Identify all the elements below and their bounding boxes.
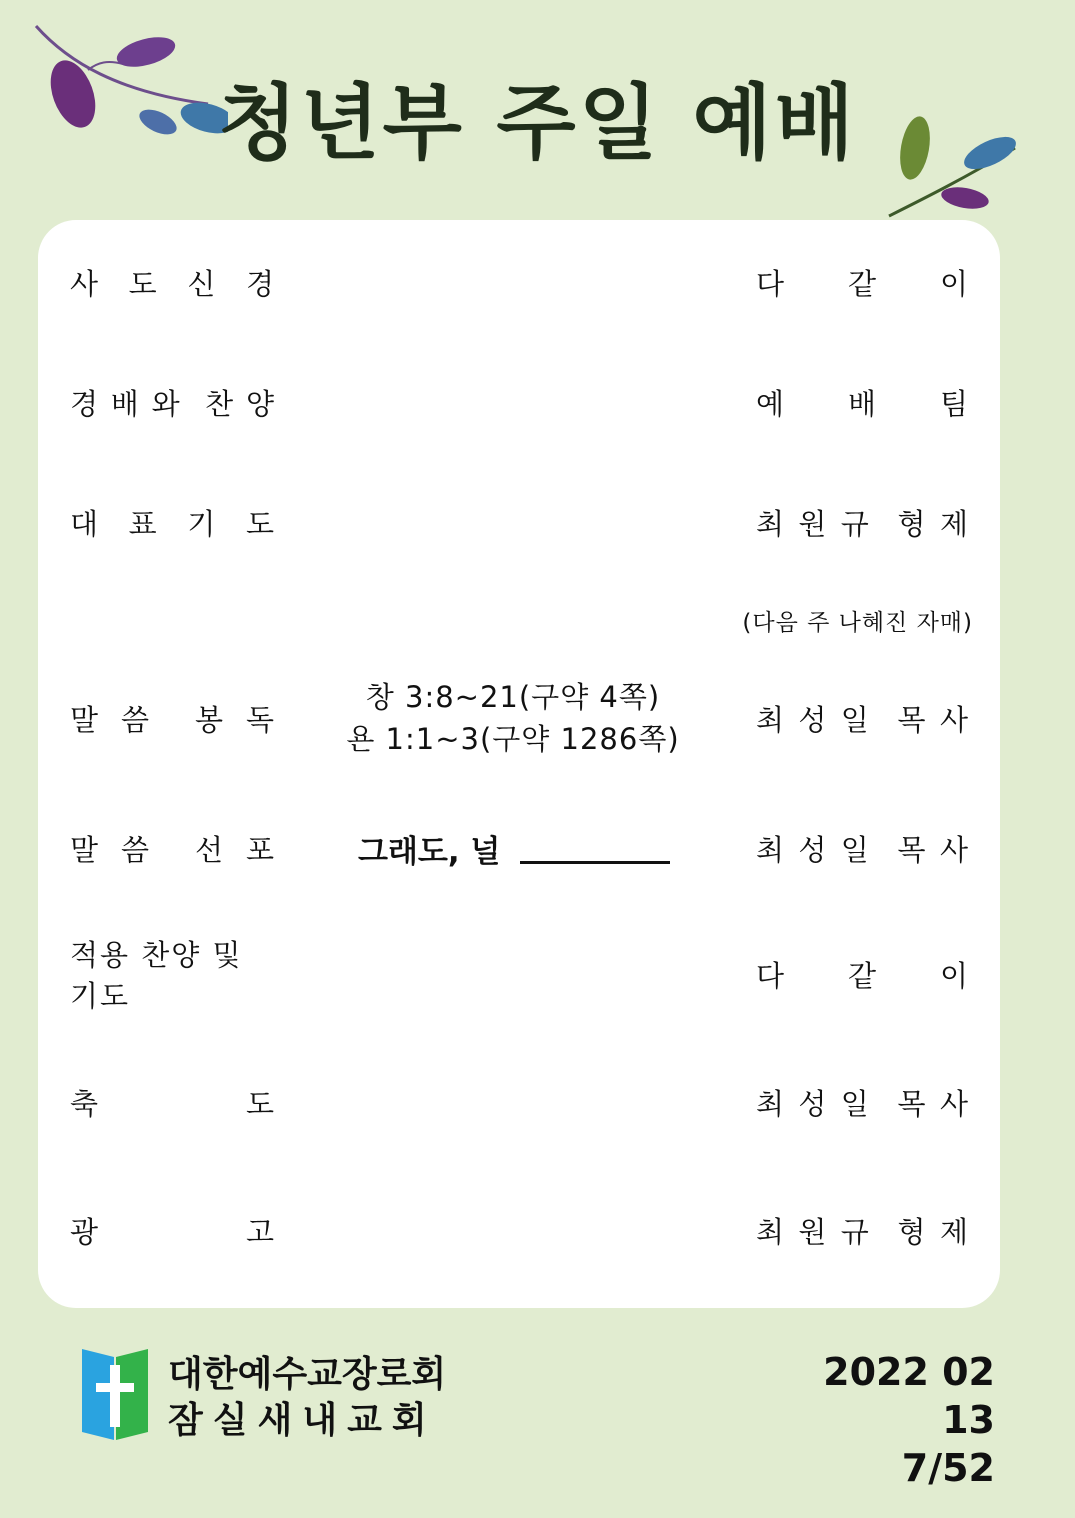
order-leader-char: 규 [840, 1214, 869, 1249]
next-week-note: (다음 주 나혜진 자매) [742, 609, 973, 636]
order-item-char: 와 [151, 386, 180, 421]
order-leader-char: 사 [939, 702, 968, 737]
order-leader-char: 목 [897, 702, 926, 737]
order-item-char: 찬 [205, 386, 234, 421]
order-item-label [70, 1190, 274, 1270]
order-leader-char: 목 [897, 1086, 926, 1121]
order-leader-char: 사 [939, 832, 968, 867]
order-item-label [70, 242, 274, 322]
order-item-char: 말 [70, 702, 99, 737]
order-leader-char: 목 [897, 832, 926, 867]
order-leader-char: 최 [756, 1086, 785, 1121]
order-row [38, 362, 1000, 442]
order-leader [756, 1062, 968, 1142]
order-leader-char: 일 [840, 832, 869, 867]
order-item-char: 말 [70, 832, 99, 867]
order-leader-char: 형 [897, 1214, 926, 1249]
church-logo-icon [80, 1347, 150, 1442]
order-item-char: 사 [70, 266, 99, 301]
order-leader-char: 최 [756, 1214, 785, 1249]
order-item-char: 광 [70, 1214, 99, 1249]
order-leader-char: 성 [798, 702, 827, 737]
order-leader-char: 같 [847, 958, 876, 993]
sermon-title [358, 808, 698, 888]
church-name-block [168, 1352, 446, 1444]
order-item-char: 신 [187, 266, 216, 301]
order-row [38, 808, 1000, 888]
order-item-label [70, 362, 274, 442]
order-item-char: 배 [110, 386, 139, 421]
order-leader-char: 이 [939, 958, 968, 993]
page-title: 청년부 주일 예배 [218, 76, 857, 171]
order-item-char: 도 [245, 1086, 274, 1121]
order-row [38, 934, 1000, 1014]
order-item-char: 경 [70, 386, 99, 421]
order-row [38, 1190, 1000, 1270]
order-leader-char: 일 [840, 1086, 869, 1121]
order-leader-char: 배 [847, 386, 876, 421]
order-leader [756, 242, 968, 322]
order-leader-char: 성 [798, 1086, 827, 1121]
order-item-char: 씀 [121, 702, 150, 737]
order-item-char: 포 [245, 832, 274, 867]
order-leader-char: 원 [798, 1214, 827, 1249]
order-leader [756, 808, 968, 888]
order-row [38, 678, 1000, 758]
order-leader [756, 362, 968, 442]
issue-number: 7/52 [901, 1446, 995, 1490]
denomination: 대한예수교장로회 [168, 1354, 447, 1395]
order-leader-char: 제 [939, 506, 968, 541]
order-leader-char: 팀 [939, 386, 968, 421]
order-leader-char: 형 [897, 506, 926, 541]
order-leader-char: 다 [756, 958, 785, 993]
order-item-char: 독 [245, 702, 274, 737]
order-leader-char: 예 [756, 386, 785, 421]
order-item-char: 기 [187, 506, 216, 541]
order-leader [756, 1190, 968, 1270]
scripture-readings [328, 678, 698, 758]
order-item-char: 양 [245, 386, 274, 421]
order-row [38, 482, 1000, 562]
order-leader-char: 최 [756, 702, 785, 737]
order-item-char: 경 [245, 266, 274, 301]
order-item-label [70, 482, 274, 562]
order-leader-char: 규 [840, 506, 869, 541]
order-leader [756, 678, 968, 758]
service-date: 2022 02 13 [823, 1350, 995, 1442]
order-item-char: 선 [194, 832, 223, 867]
fill-in-blank [520, 833, 670, 864]
order-of-worship-card [38, 220, 1000, 1308]
order-leader-char: 원 [798, 506, 827, 541]
scripture-reference: 욘 1:1~3(구약 1286쪽) [346, 722, 680, 756]
order-row [38, 1062, 1000, 1142]
order-item-label: 적용 찬양 및 기도 [70, 938, 243, 1013]
order-row [38, 242, 1000, 322]
order-item-char: 봉 [194, 702, 223, 737]
order-item-char: 표 [128, 506, 157, 541]
order-item-label [70, 678, 274, 758]
order-item-char: 도 [128, 266, 157, 301]
sermon-title-text: 그래도, 널 [358, 833, 501, 870]
order-item-char: 고 [245, 1214, 274, 1249]
order-leader-char: 최 [756, 506, 785, 541]
order-item-char: 도 [245, 506, 274, 541]
order-leader-char: 최 [756, 832, 785, 867]
order-leader-char: 사 [939, 1086, 968, 1121]
order-leader-char: 일 [840, 702, 869, 737]
order-leader-char: 다 [756, 266, 785, 301]
order-item-label [70, 1062, 274, 1142]
order-leader-char: 같 [847, 266, 876, 301]
scripture-reference: 창 3:8~21(구약 4쪽) [365, 680, 661, 714]
order-row [38, 580, 1000, 660]
order-item-char: 씀 [121, 832, 150, 867]
order-item-label [70, 808, 274, 888]
date-block [760, 1348, 995, 1492]
order-leader-char: 성 [798, 832, 827, 867]
order-leader-char: 제 [939, 1214, 968, 1249]
order-leader [756, 482, 968, 562]
order-leader [756, 934, 968, 1014]
order-item-char: 축 [70, 1086, 99, 1121]
order-leader-char: 이 [939, 266, 968, 301]
church-name: 잠실새내교회 [168, 1400, 437, 1441]
order-item-char: 대 [70, 506, 99, 541]
